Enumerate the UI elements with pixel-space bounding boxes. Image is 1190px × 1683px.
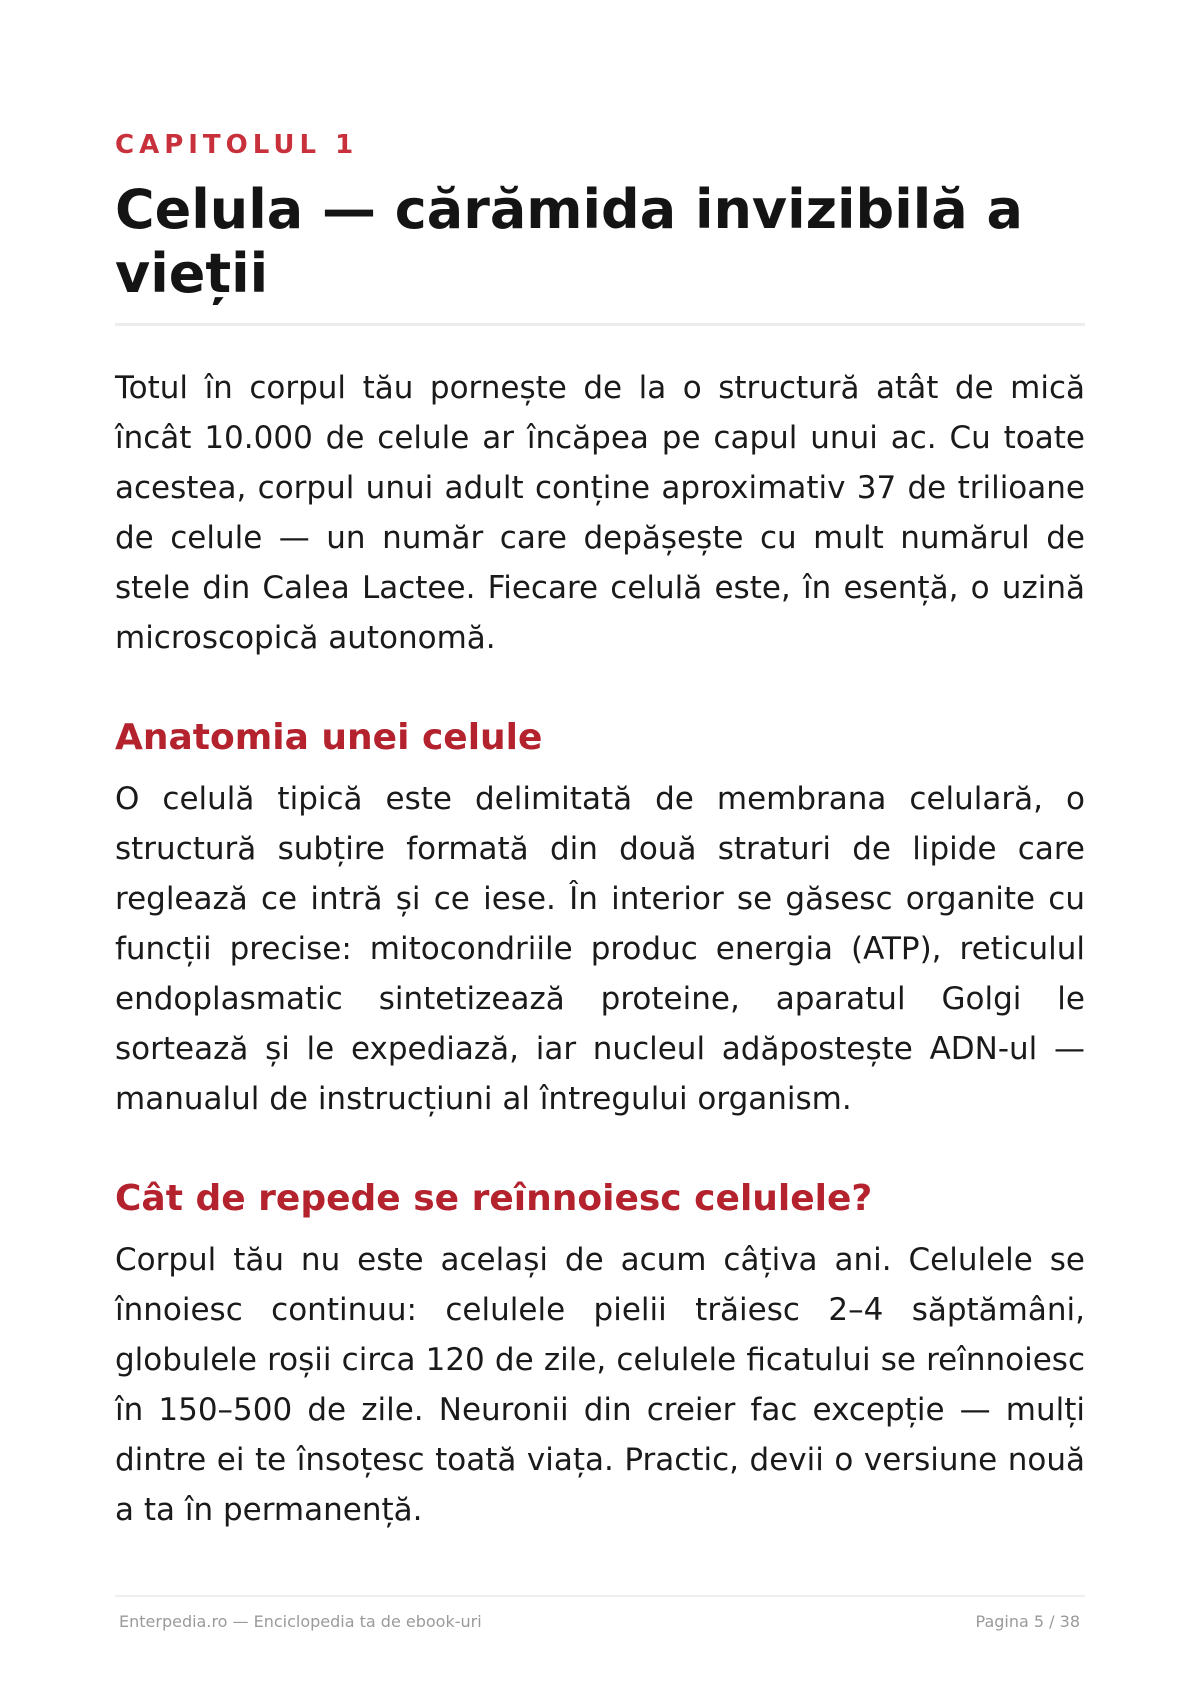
section-paragraph-renewal: Corpul tău nu este același de acum câțiva ani. Celulele se înnoiesc continuu: celulele pielii trăiesc 2–4 săptămâni, globulele roșii circa 120 de zile, celulele ficatului se reînnoiesc în 150–500 de zile. Neuronii din creier fac excepție — mulți dintre ei te însoțesc toată viața. Practic, devii o versiune nouă a ta în permanență. — [115, 1242, 1085, 1528]
section-heading-anatomy: Anatomia unei celule — [115, 717, 543, 758]
section-paragraph-anatomy: O celulă tipică este delimitată de membrana celulară, o structură subțire formată din două straturi de lipide care reglează ce intră și ce iese. În interior se găsesc organite cu funcții precise: mitocondriile produc energia (ATP), reticulul endoplasmatic sintetizează proteine, aparatul Golgi le sortează și le expediază, iar nucleul adăpostește ADN-ul — manualul de instrucțiuni al întregului organism. — [115, 781, 1085, 1117]
section-heading-renewal: Cât de repede se reînnoiesc celulele? — [115, 1178, 873, 1219]
chapter-content — [115, 363, 1085, 1535]
chapter-label: CAPITOLUL 1 — [115, 130, 359, 160]
document-page — [115, 0, 1085, 1683]
footer-page-number: Pagina 5 / 38 — [975, 1612, 1080, 1631]
footer-divider — [115, 1595, 1085, 1597]
footer-site-name: Enterpedia.ro — Enciclopedia ta de ebook-uri — [119, 1612, 482, 1631]
chapter-title: Celula — cărămida invizibilă a vieții — [115, 178, 1023, 305]
title-divider — [115, 323, 1085, 326]
intro-paragraph: Totul în corpul tău pornește de la o structură atât de mică încât 10.000 de celule ar încăpea pe capul unui ac. Cu toate acestea, corpul unui adult conține aproximativ 37 de trilioane de celule — un număr care depășește cu mult numărul de stele din Calea Lactee. Fiecare celulă este, în esență, o uzină microscopică autonomă. — [115, 370, 1085, 656]
